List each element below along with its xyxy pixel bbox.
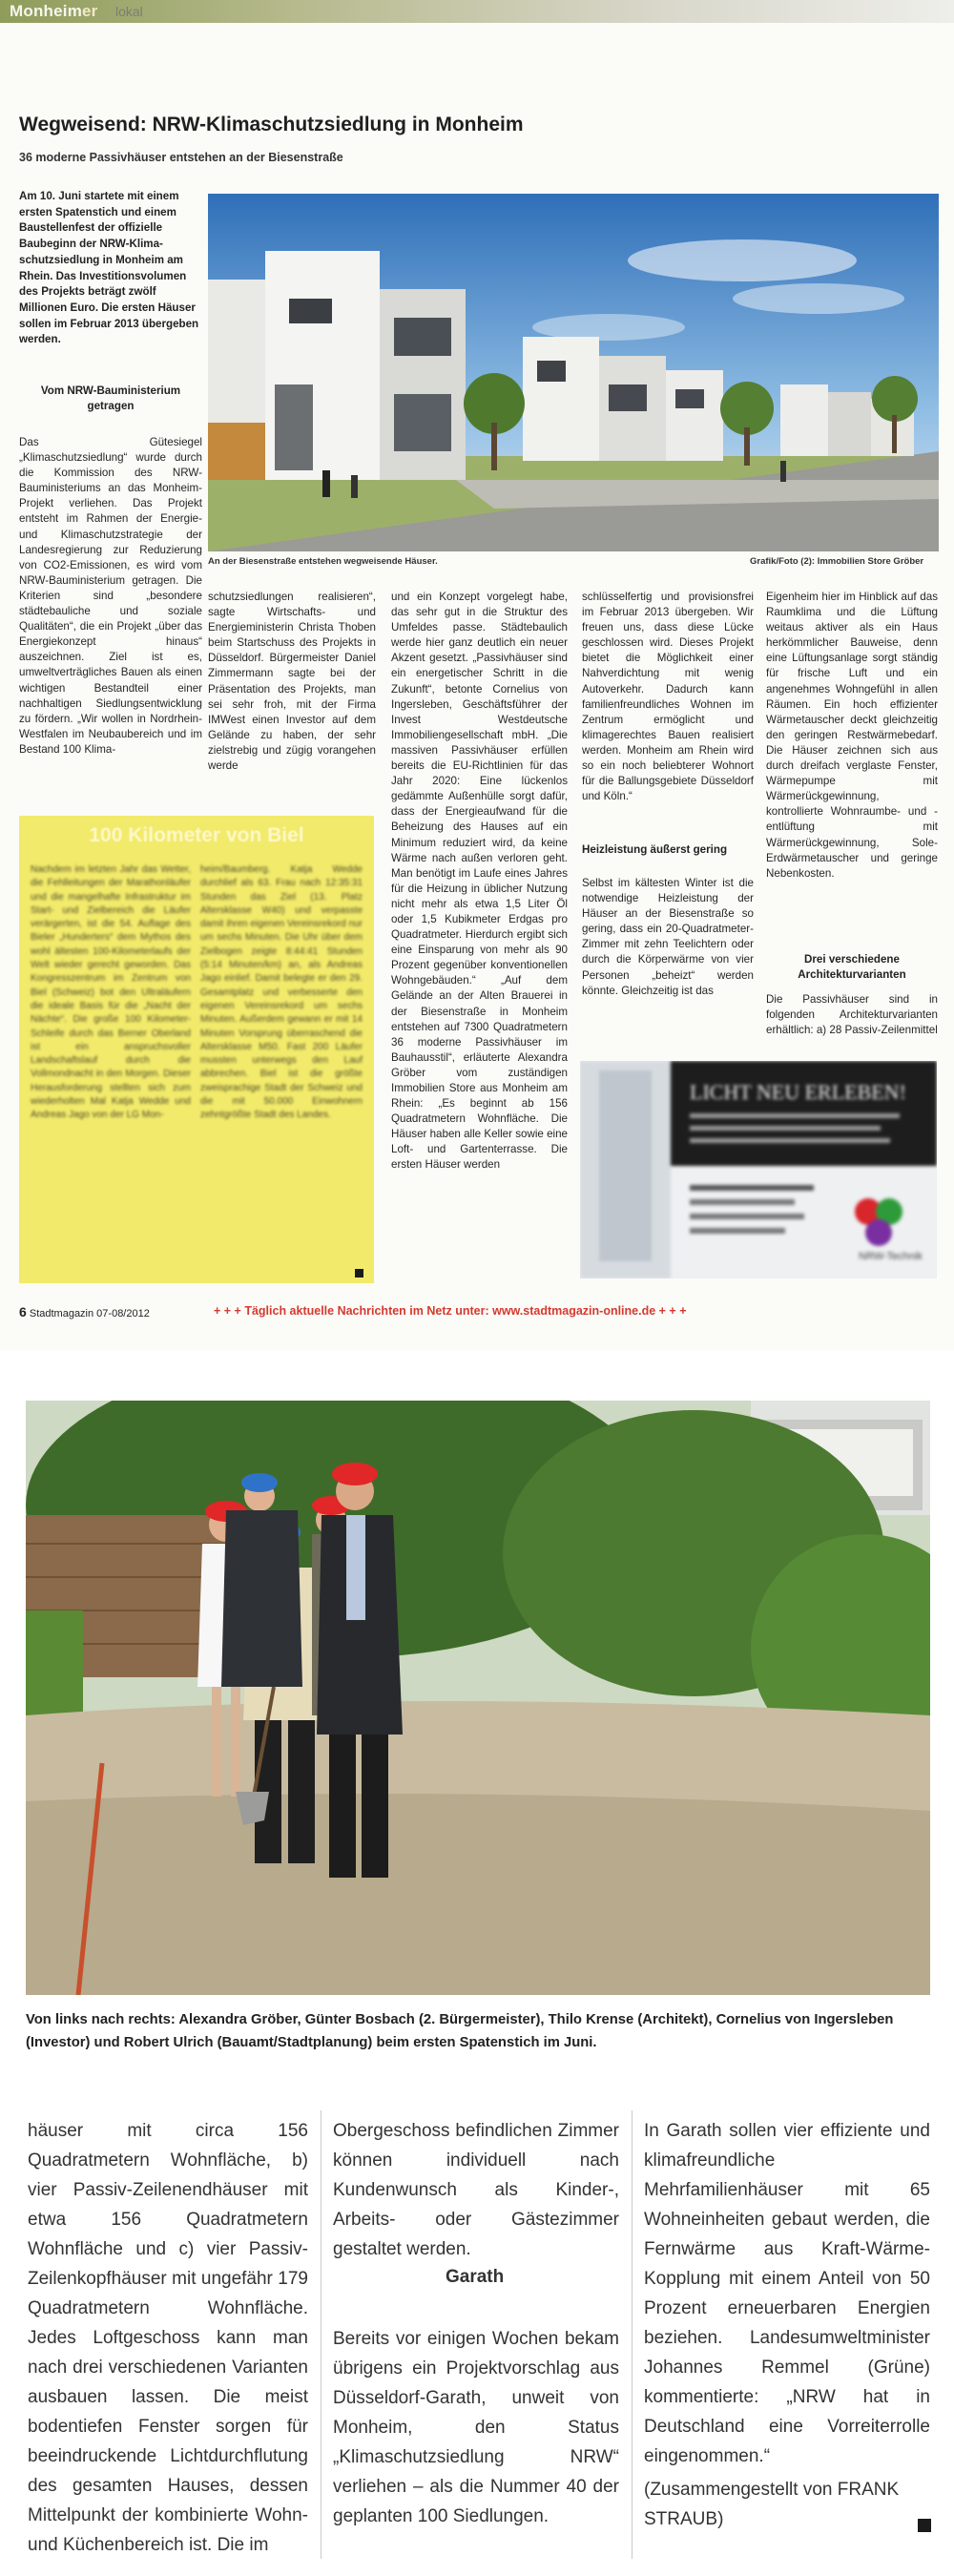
groundbreaking-scene bbox=[26, 1401, 930, 1995]
hero-image-houses bbox=[208, 194, 939, 551]
photo-caption: Von links nach rechts: Alexandra Gröber, Günter Bosbach (2. Bürgermeister), Thilo Krense (Architekt), Cornelius von Ingersleben (Investor) und Robert Ulrich (Bauamt/Stadtplanung) beim ersten Spatenstich im Juni. bbox=[26, 2012, 894, 2050]
subheading-heizleistung: Heizleistung äußerst gering bbox=[582, 843, 728, 856]
article-column-4a: schlüsselfertig und provisionsfrei im Februar 2013 übergeben. Wir freuen uns, dass diese Lücke geschlossen wird. Dieses Projekt bietet die Möglichkeit einer Nahverdichtung mit wenig Autoverkehr. Dadurch kann familienfreundliches Wohnen im Zentrum ermöglicht und klimagerechtes Bauen realisiert werden. Monheim am Rhein wird so ein noch beliebterer Wohnort für die Ballungsgebiete Düsseldorf und Köln.“ bbox=[582, 591, 754, 803]
author-credit: (Zusammengestellt von FRANK STRAUB) bbox=[644, 2480, 900, 2529]
article-column-3: und ein Konzept vorgelegt habe, das sehr gut in die Struktur des Umfeldes passe. Städtebaulich werde hier ganz deutlich ein neuer Akzent gesetzt. „Passivhäuser sind ein energetischer Schritt in die Zukunft“, betonte Cornelius von Ingersleben, Geschäftsführer der Invest Westdeutsche Immobiliengesellschaft mbH. „Die massiven Passivhäuser erfüllen bereits die EU-Richtlinien für das Jahr 2020: Eine lückenlos gedämmte Außenhülle sorgt dafür, dass der Energieaufwand für die Beheizung des Hauses auf ein Minimum reduziert wird, da keine Wärme nach außen verloren geht. Man benötigt im Laufe eines Jahres für die Heizung in üblicher Nutzung nicht mehr als etwa 1,5 Liter Öl oder 1,5 Kubikmeter Erdgas pro Quadratmeter. Hierdurch ergibt sich eine Einsparung von mehr als 90 Prozent gegenüber konventionellen Wohngebäuden.“ „Auf dem Gelände an der Alten Brauerei in der Biesenstraße in Monheim entstehen auf 7300 Quadratmetern 36 moderne Passivhäuser im Bauhausstil“, erläuterte Alexandra Gröber vom zuständigen Immobilien Store aus Monheim am Rhein: „Es beginnt ab 156 Quadratmetern Wohnfläche. Die Häuser haben alle Keller sowie eine Loft- und Gartenterrasse. Die ersten Häuser werden bbox=[391, 591, 568, 1172]
sidebar-end-mark bbox=[355, 1269, 363, 1278]
article-intro: Am 10. Juni startete mit einem ersten Spatenstich und einem Baustellenfest der offizielle Baubeginn der NRW-Klima-schutzsiedlung in Monheim am Rhein. Das Investitionsvolumen des Projekts beträgt zwölf Millionen Euro. Die ersten Häuser sollen im Februar 2013 übergeben werden. bbox=[19, 190, 199, 346]
section-brand: Monheimer bbox=[10, 2, 98, 20]
subheading-architektur: Drei verschiedene Architekturvarianten bbox=[798, 953, 906, 981]
article-column-5b: Die Passivhäuser sind in folgenden Architekturvarianten erhältlich: a) 28 Passiv-Zeilenmittel bbox=[766, 993, 938, 1037]
article-column-2: schutzsiedlungen realisieren“, sagte Wirtschafts- und Energieministerin Christa Thoben beim Startschuss des Projekts in Düsseldorf. Bürgermeister Daniel Zimmermann sagte bei der Präsentation des Projekts, man sei sehr froh, mit der Firma IMWest einen Investor auf dem Gelände zu haben, der sehr zielstrebig und zügig vorangehen werde bbox=[208, 591, 376, 773]
continuation-column-2a: Obergeschoss befindlichen Zimmer können individuell nach Kundenwunsch als Kinder-, Arbeits- oder Gästezimmer gestaltet werden. bbox=[333, 2121, 619, 2259]
article-end-mark bbox=[918, 2519, 931, 2532]
continuation-column-3a: In Garath sollen vier effiziente und klimafreundliche Mehrfamilienhäuser mit 65 Wohneinheiten gebaut werden, die Fernwärme aus Kraft-Wärme-Kopplung mit einem Anteil von 50 Prozent erneuerbaren Energien beziehen. Landesumweltminister Johannes Remmel (Grüne) kommentierte: „NRW hat in Deutschland eine Vorreiterrolle eingenommen.“ bbox=[644, 2121, 930, 2466]
sidebar-biel-column-b: heim/Baumberg. Katja Wedde durchlief als 63. Frau nach 12:35:31 Stunden das Ziel (13. Platz Altersklasse W40) und verpasste damit ihren eigenen Vereinsrekord nur um sechs Minuten. Die Uhr über dem Zielbogen zeigte 8:44:41 Stunden (5:14 Minuten/km) an, als Andreas Jago einlief. Damit belegte er den 29. Gesamtplatz und verbesserte den eigenen Vereinsrekord um sechs Minuten. Außerdem gewann er mit 14 Minuten Vorsprung überraschend die Altersklasse M50. Fast 200 Läufer mussten unterwegs den Lauf abbrechen. Biel ist die größte zweisprachige Stadt der Schweiz und die mit 50.000 Einwohnern zehntgrößte Stadt des Landes. bbox=[200, 864, 363, 1121]
sidebar-biel-column-a: Nachdem im letzten Jahr das Wetter, die Fehlleitungen der Marathonläufer und die mangelhafte Infrastruktur im Start- und Zielbereich die Läufer verärgerten, ist die 54. Auflage des Bieler „Hunderters“ dem Mythos des wohl ältesten 100-Kilometerlaufs der Welt wieder gerecht geworden. Das Kongresszentrum im Zentrum von Biel (Schweiz) bot den Ultraläufern die ideale Basis für die „Nacht der Nächte“. Die große 100 Kilometer-Schleife durch das Berner Oberland ist ein anspruchsvoller Landschaftslauf durch die Vollmondnacht in den Morgen. Dieser Herausforderung stellten sich zum wiederholten Mal Katja Wedde und Andreas Jago von der LG Mon- bbox=[31, 864, 191, 1121]
subheading-bauministerium: Vom NRW-Bauministerium getragen bbox=[40, 384, 181, 412]
article-column-1: Das Gütesiegel „Klimaschutzsiedlung“ wurde durch die Kommission des NRW-Bauministeriums an das Monheim-Projekt verliehen. Das Projekt entsteht im Rahmen der Energie- und Klimaschutzstrategie der Landesregierung zur Reduzierung von CO2-Emissionen, es wird vom NRW-Bauministerium getragen. Die Kriterien sind „besondere städtebauliche und soziale Qualitäten“, die ein Projekt „über das Energiekonzept hinaus“ auszeichnen. Ziel ist es, umweltverträgliches Bauen als einen wichtigen Bestandteil einer nachhaltigen Siedlungsentwicklung zu fördern. „Wir wollen in Nordrhein-Westfalen im Neubaubereich und im Bestand 100 Klima- bbox=[19, 436, 202, 756]
column-divider bbox=[632, 2110, 633, 2559]
sidebar-biel-title: 100 Kilometer von Biel bbox=[89, 824, 304, 846]
article-column-4b: Selbst im kältesten Winter ist die notwendige Heizleistung der Häuser an der Biesenstraße so gering, dass ein 20-Quadratmeter-Zimmer mit zehn Teelichtern oder durch die Körperwärme von vier Personen „beheizt“ werden könnte. Gleichzeitig ist das bbox=[582, 877, 754, 997]
ad-brand: NRW-Technik bbox=[859, 1251, 923, 1262]
article-headline: Wegweisend: NRW-Klimaschutzsiedlung in Monheim bbox=[19, 114, 524, 135]
groundbreaking-photo bbox=[26, 1401, 930, 1995]
page-footer bbox=[19, 1304, 150, 1319]
section-header-bar bbox=[0, 0, 954, 23]
hero-caption: An der Biesenstraße entstehen wegweisende Häuser. bbox=[208, 556, 438, 567]
houses-rendering bbox=[208, 194, 939, 551]
continuation-column-2b: Bereits vor einigen Wochen bekam übrigens ein Projektvorschlag aus Düsseldorf-Garath, unweit von Monheim, den Status „Klimaschutzsiedlung NRW“ verliehen – als die Nummer 40 der geplanten 100 Siedlungen. bbox=[333, 2329, 619, 2526]
article-column-5a: Eigenheim hier im Hinblick auf das Raumklima und die Lüftung weitaus aktiver als ein Haus herkömmlicher Bauweise, denn eine Lüftungsanlage sorgt ständig für frische Luft und ein angenehmes Wohngefühl in allen Räumen. Ein hoch effizienter Wärmetauscher deckt gleichzeitig den geringen Restwärmebedarf. Die Häuser zeichnen sich aus durch dreifach verglaste Fenster, Wärmepumpe mit Wärmerückgewinnung, kontrollierte Wohnraumbe- und -entlüftung mit Wärmerückgewinnung, Sole-Erdwärmetauscher und geringe Nebenkosten. bbox=[766, 591, 938, 880]
ad-headline: LICHT NEU ERLEBEN! bbox=[690, 1080, 906, 1104]
section-label: lokal bbox=[115, 4, 143, 19]
advertisement-box bbox=[580, 1061, 937, 1278]
issue-label: Stadtmagazin 07-08/2012 bbox=[29, 1308, 150, 1319]
subheading-garath: Garath bbox=[446, 2267, 505, 2287]
website-link-banner[interactable]: + + + Täglich aktuelle Nachrichten im Netz unter: www.stadtmagazin-online.de + + + bbox=[214, 1304, 687, 1318]
article-subheadline: 36 moderne Passivhäuser entstehen an der Biesenstraße bbox=[19, 151, 343, 164]
continuation-column-1: häuser mit circa 156 Quadratmetern Wohnfläche, b) vier Passiv-Zeilenendhäuser mit etwa 156 Quadratmetern Wohnfläche und c) vier Passiv-Zeilenkopfhäuser mit ungefähr 179 Quadratmetern Wohnfläche. Jedes Loftgeschoss kann man nach drei verschiedenen Varianten ausbauen lassen. Die meist bodentiefen Fenster sorgen für beeindruckende Lichtdurchflutung des gesamten Hauses, dessen Mittelpunkt der kombinierte Wohn- und Küchenbereich ist. Die im bbox=[28, 2121, 308, 2555]
page-number: 6 bbox=[19, 1304, 27, 1319]
advertisement-image bbox=[580, 1061, 937, 1278]
hero-credit: Grafik/Foto (2): Immobilien Store Gröber bbox=[750, 556, 924, 567]
